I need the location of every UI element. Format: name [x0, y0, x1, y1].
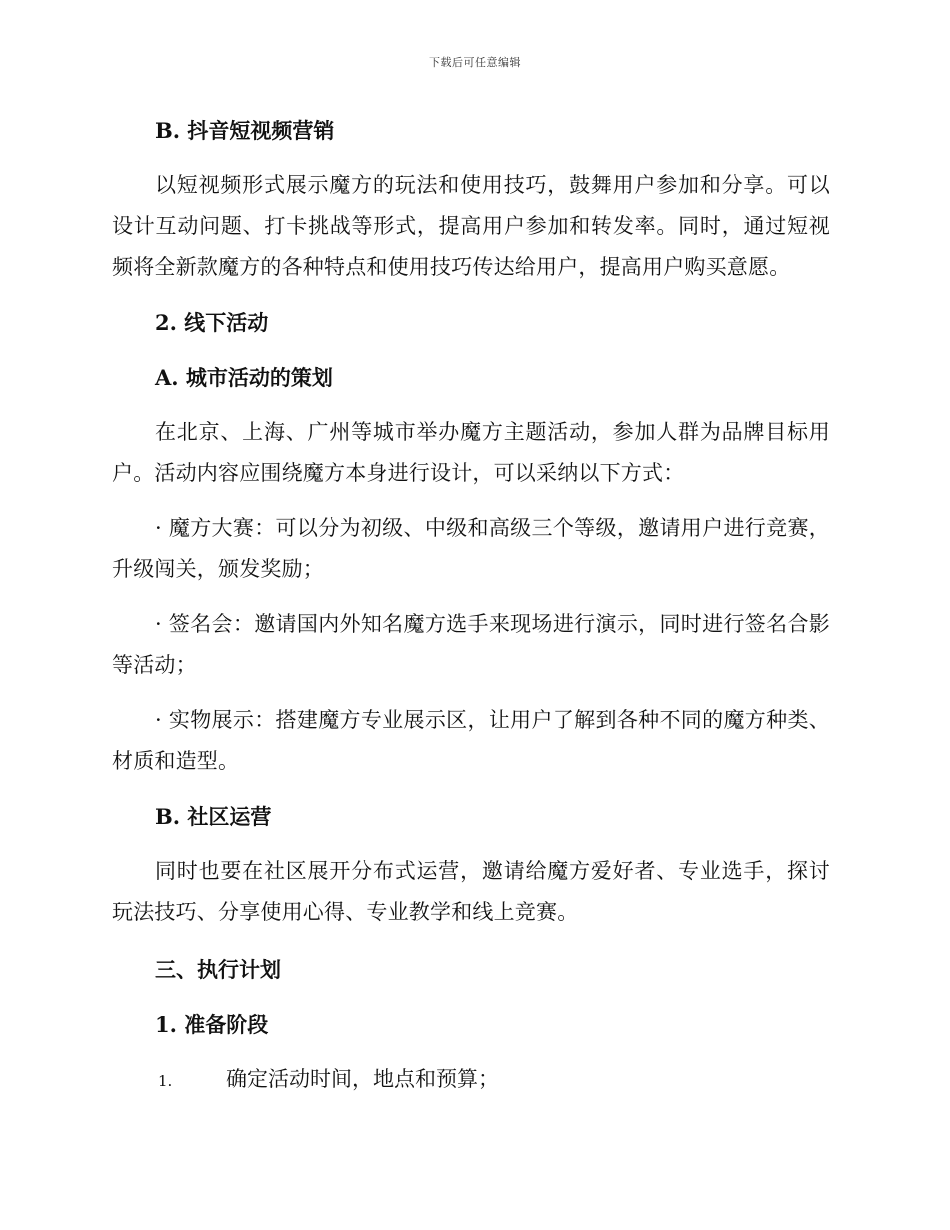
list-item-number: 1. [158, 1072, 173, 1090]
section-heading-douyin: B. 抖音短视频营销 [155, 118, 335, 143]
section-heading-plan: 三、执行计划 [155, 957, 281, 982]
paragraph-city: 在北京、上海、广州等城市举办魔方主题活动，参加人群为品牌目标用户。活动内容应围绕魔方本身进行设计，可以采纳以下方式： [112, 420, 830, 485]
section-heading-community: B. 社区运营 [155, 804, 272, 829]
list-item-text: 确定活动时间，地点和预算； [226, 1067, 499, 1091]
paragraph-community: 同时也要在社区展开分布式运营，邀请给魔方爱好者、专业选手，探讨玩法技巧、分享使用心得、专业教学和线上竞赛。 [112, 859, 830, 924]
bullet-item-signing: · 签名会：邀请国内外知名魔方选手来现场进行演示，同时进行签名合影等活动； [112, 612, 830, 677]
page-header-note: 下载后可任意编辑 [429, 56, 521, 69]
section-heading-offline: 2. 线下活动 [155, 310, 269, 335]
list-item [112, 1059, 830, 1102]
paragraph-douyin: 以短视频形式展示魔方的玩法和使用技巧，鼓舞用户参加和分享。可以设计互动问题、打卡挑战等形式，提高用户参加和转发率。同时，通过短视频将全新款魔方的各种特点和使用技巧传达给用户，提高用户购买意愿。 [112, 173, 830, 279]
bullet-item-display: · 实物展示：搭建魔方专业展示区，让用户了解到各种不同的魔方种类、材质和造型。 [112, 708, 830, 773]
bullet-item-contest: · 魔方大赛：可以分为初级、中级和高级三个等级，邀请用户进行竞赛，升级闯关，颁发奖励； [112, 516, 830, 581]
document-body [112, 110, 830, 1102]
section-heading-city: A. 城市活动的策划 [155, 365, 333, 390]
section-heading-prep: 1. 准备阶段 [155, 1012, 269, 1037]
